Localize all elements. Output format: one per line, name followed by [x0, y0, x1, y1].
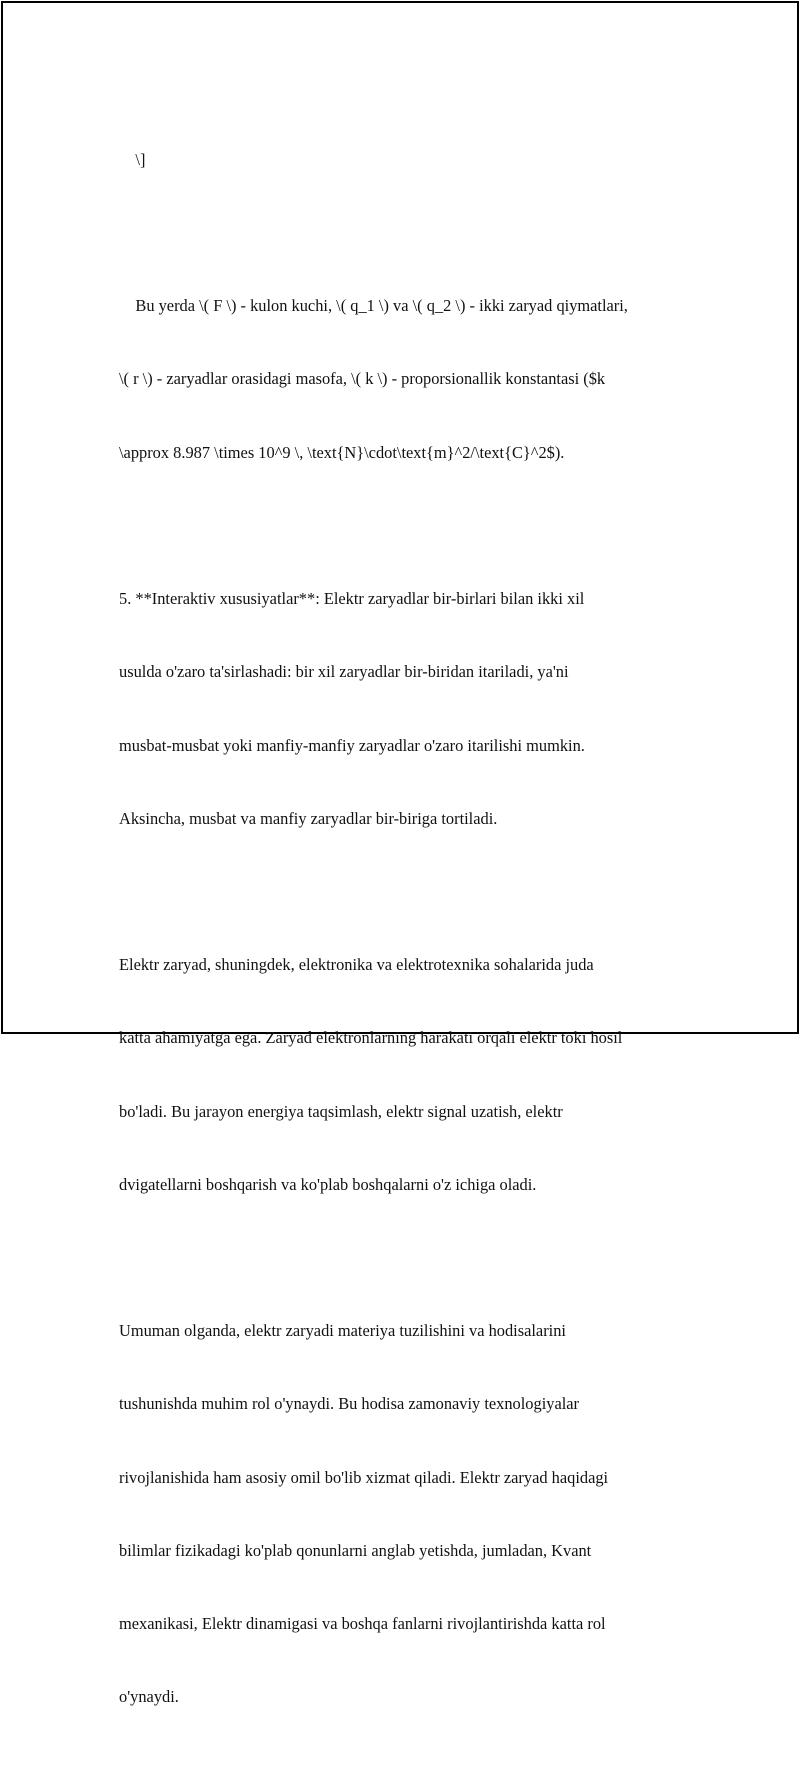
text-line: o'ynaydi.: [119, 1687, 179, 1707]
electronics-paragraph: [119, 904, 699, 1246]
text-line: mexanikasi, Elektr dinamigasi va boshqa fanlarni rivojlantirishda katta rol: [119, 1614, 606, 1634]
text-line: \( r \) - zaryadlar orasidagi masofa, \( k \) - proporsionallik konstantasi ($k: [119, 369, 606, 389]
text-line: \approx 8.987 \times 10^9 \, \text{N}\cdot\text{m}^2/\text{C}^2$).: [119, 442, 565, 462]
text-line: dvigatellarni boshqarish va ko'plab boshqalarni o'z ichiga oladi.: [119, 1174, 537, 1194]
document-body: [119, 99, 699, 1783]
document-page: [1, 1, 799, 1707]
math-closing-paragraph: [119, 99, 699, 221]
conclusion-paragraph: [119, 1270, 699, 1758]
text-line: \]: [119, 149, 146, 169]
text-line: bilimlar fizikadagi ko'plab qonunlarni anglab yetishda, jumladan, Kvant: [119, 1540, 592, 1560]
text-line: tushunishda muhim rol o'ynaydi. Bu hodisa zamonaviy texnologiyalar: [119, 1394, 580, 1414]
text-line: 5. **Interaktiv xususiyatlar**: Elektr zaryadlar bir-birlari bilan ikki xil: [119, 589, 585, 609]
text-line: usulda o'zaro ta'sirlashadi: bir xil zaryadlar bir-biridan itariladi, ya'ni: [119, 662, 569, 682]
text-line: bo'ladi. Bu jarayon energiya taqsimlash, elektr signal uzatish, elektr: [119, 1101, 563, 1121]
interactive-properties-paragraph: [119, 538, 699, 880]
text-line: Bu yerda \( F \) - kulon kuchi, \( q_1 \) va \( q_2 \) - ikki zaryad qiymatlari,: [119, 296, 628, 316]
text-line: Elektr zaryad, shuningdek, elektronika va elektrotexnika sohalarida juda: [119, 955, 594, 975]
text-line: katta ahamiyatga ega. Zaryad elektronlarning harakati orqali elektr toki hosil: [119, 1028, 623, 1048]
text-line: Aksincha, musbat va manfiy zaryadlar bir-biriga tortiladi.: [119, 808, 498, 828]
text-line: rivojlanishida ham asosiy omil bo'lib xizmat qiladi. Elektr zaryad haqidagi: [119, 1467, 609, 1487]
text-line: Umuman olganda, elektr zaryadi materiya tuzilishini va hodisalarini: [119, 1321, 566, 1341]
formula-explanation-paragraph: [119, 245, 699, 513]
text-line: musbat-musbat yoki manfiy-manfiy zaryadlar o'zaro itarilishi mumkin.: [119, 735, 585, 755]
